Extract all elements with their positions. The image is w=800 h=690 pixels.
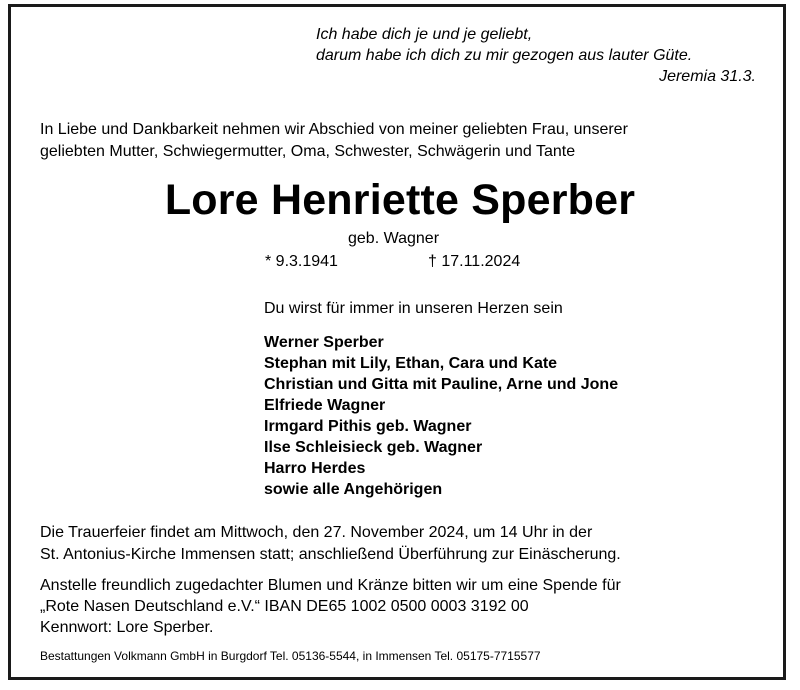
intro-text: [40, 119, 760, 163]
list-item: Irmgard Pithis geb. Wagner: [264, 418, 472, 435]
list-item: Werner Sperber: [264, 334, 384, 351]
intro-line-1: In Liebe und Dankbarkeit nehmen wir Abschied von meiner geliebten Frau, unserer: [40, 121, 628, 138]
list-item: Harro Herdes: [264, 460, 366, 477]
maiden-name: geb. Wagner: [348, 230, 440, 247]
service-line-1: Die Trauerfeier findet am Mittwoch, den 27. November 2024, um 14 Uhr in der: [40, 524, 593, 541]
mourners-list: [264, 332, 618, 500]
verse-line-2: darum habe ich dich zu mir gezogen aus lauter Güte.: [316, 47, 693, 64]
intro-line-2: geliebten Mutter, Schwiegermutter, Oma, Schwester, Schwägerin und Tante: [40, 143, 576, 160]
verse-line-1: Ich habe dich je und je geliebt,: [316, 26, 533, 43]
death-date: † 17.11.2024: [428, 253, 521, 270]
service-info: [40, 522, 770, 566]
list-item: Christian und Gitta mit Pauline, Arne und Jone: [264, 376, 619, 393]
donation-line-3: Kennwort: Lore Sperber.: [40, 619, 214, 636]
deceased-name: Lore Henriette Sperber: [164, 176, 636, 224]
verse-source: Jeremia 31.3.: [659, 68, 756, 85]
list-item: sowie alle Angehörigen: [264, 481, 443, 498]
service-line-2: St. Antonius-Kirche Immensen statt; anschließend Überführung zur Einäscherung.: [40, 546, 621, 563]
donation-line-2: „Rote Nasen Deutschland e.V.“ IBAN DE65 1002 0500 0003 3192 00: [40, 598, 529, 615]
bible-verse: [316, 24, 756, 87]
list-item: Ilse Schleisieck geb. Wagner: [264, 439, 483, 456]
donation-info: [40, 575, 770, 638]
birth-date: * 9.3.1941: [265, 253, 338, 270]
motto: Du wirst für immer in unseren Herzen sein: [264, 300, 563, 317]
list-item: Elfriede Wagner: [264, 397, 386, 414]
funeral-home-footer: Bestattungen Volkmann GmbH in Burgdorf Tel. 05136-5544, in Immensen Tel. 05175-7715577: [40, 649, 541, 663]
list-item: Stephan mit Lily, Ethan, Cara und Kate: [264, 355, 558, 372]
donation-line-1: Anstelle freundlich zugedachter Blumen und Kränze bitten wir um eine Spende für: [40, 577, 621, 594]
